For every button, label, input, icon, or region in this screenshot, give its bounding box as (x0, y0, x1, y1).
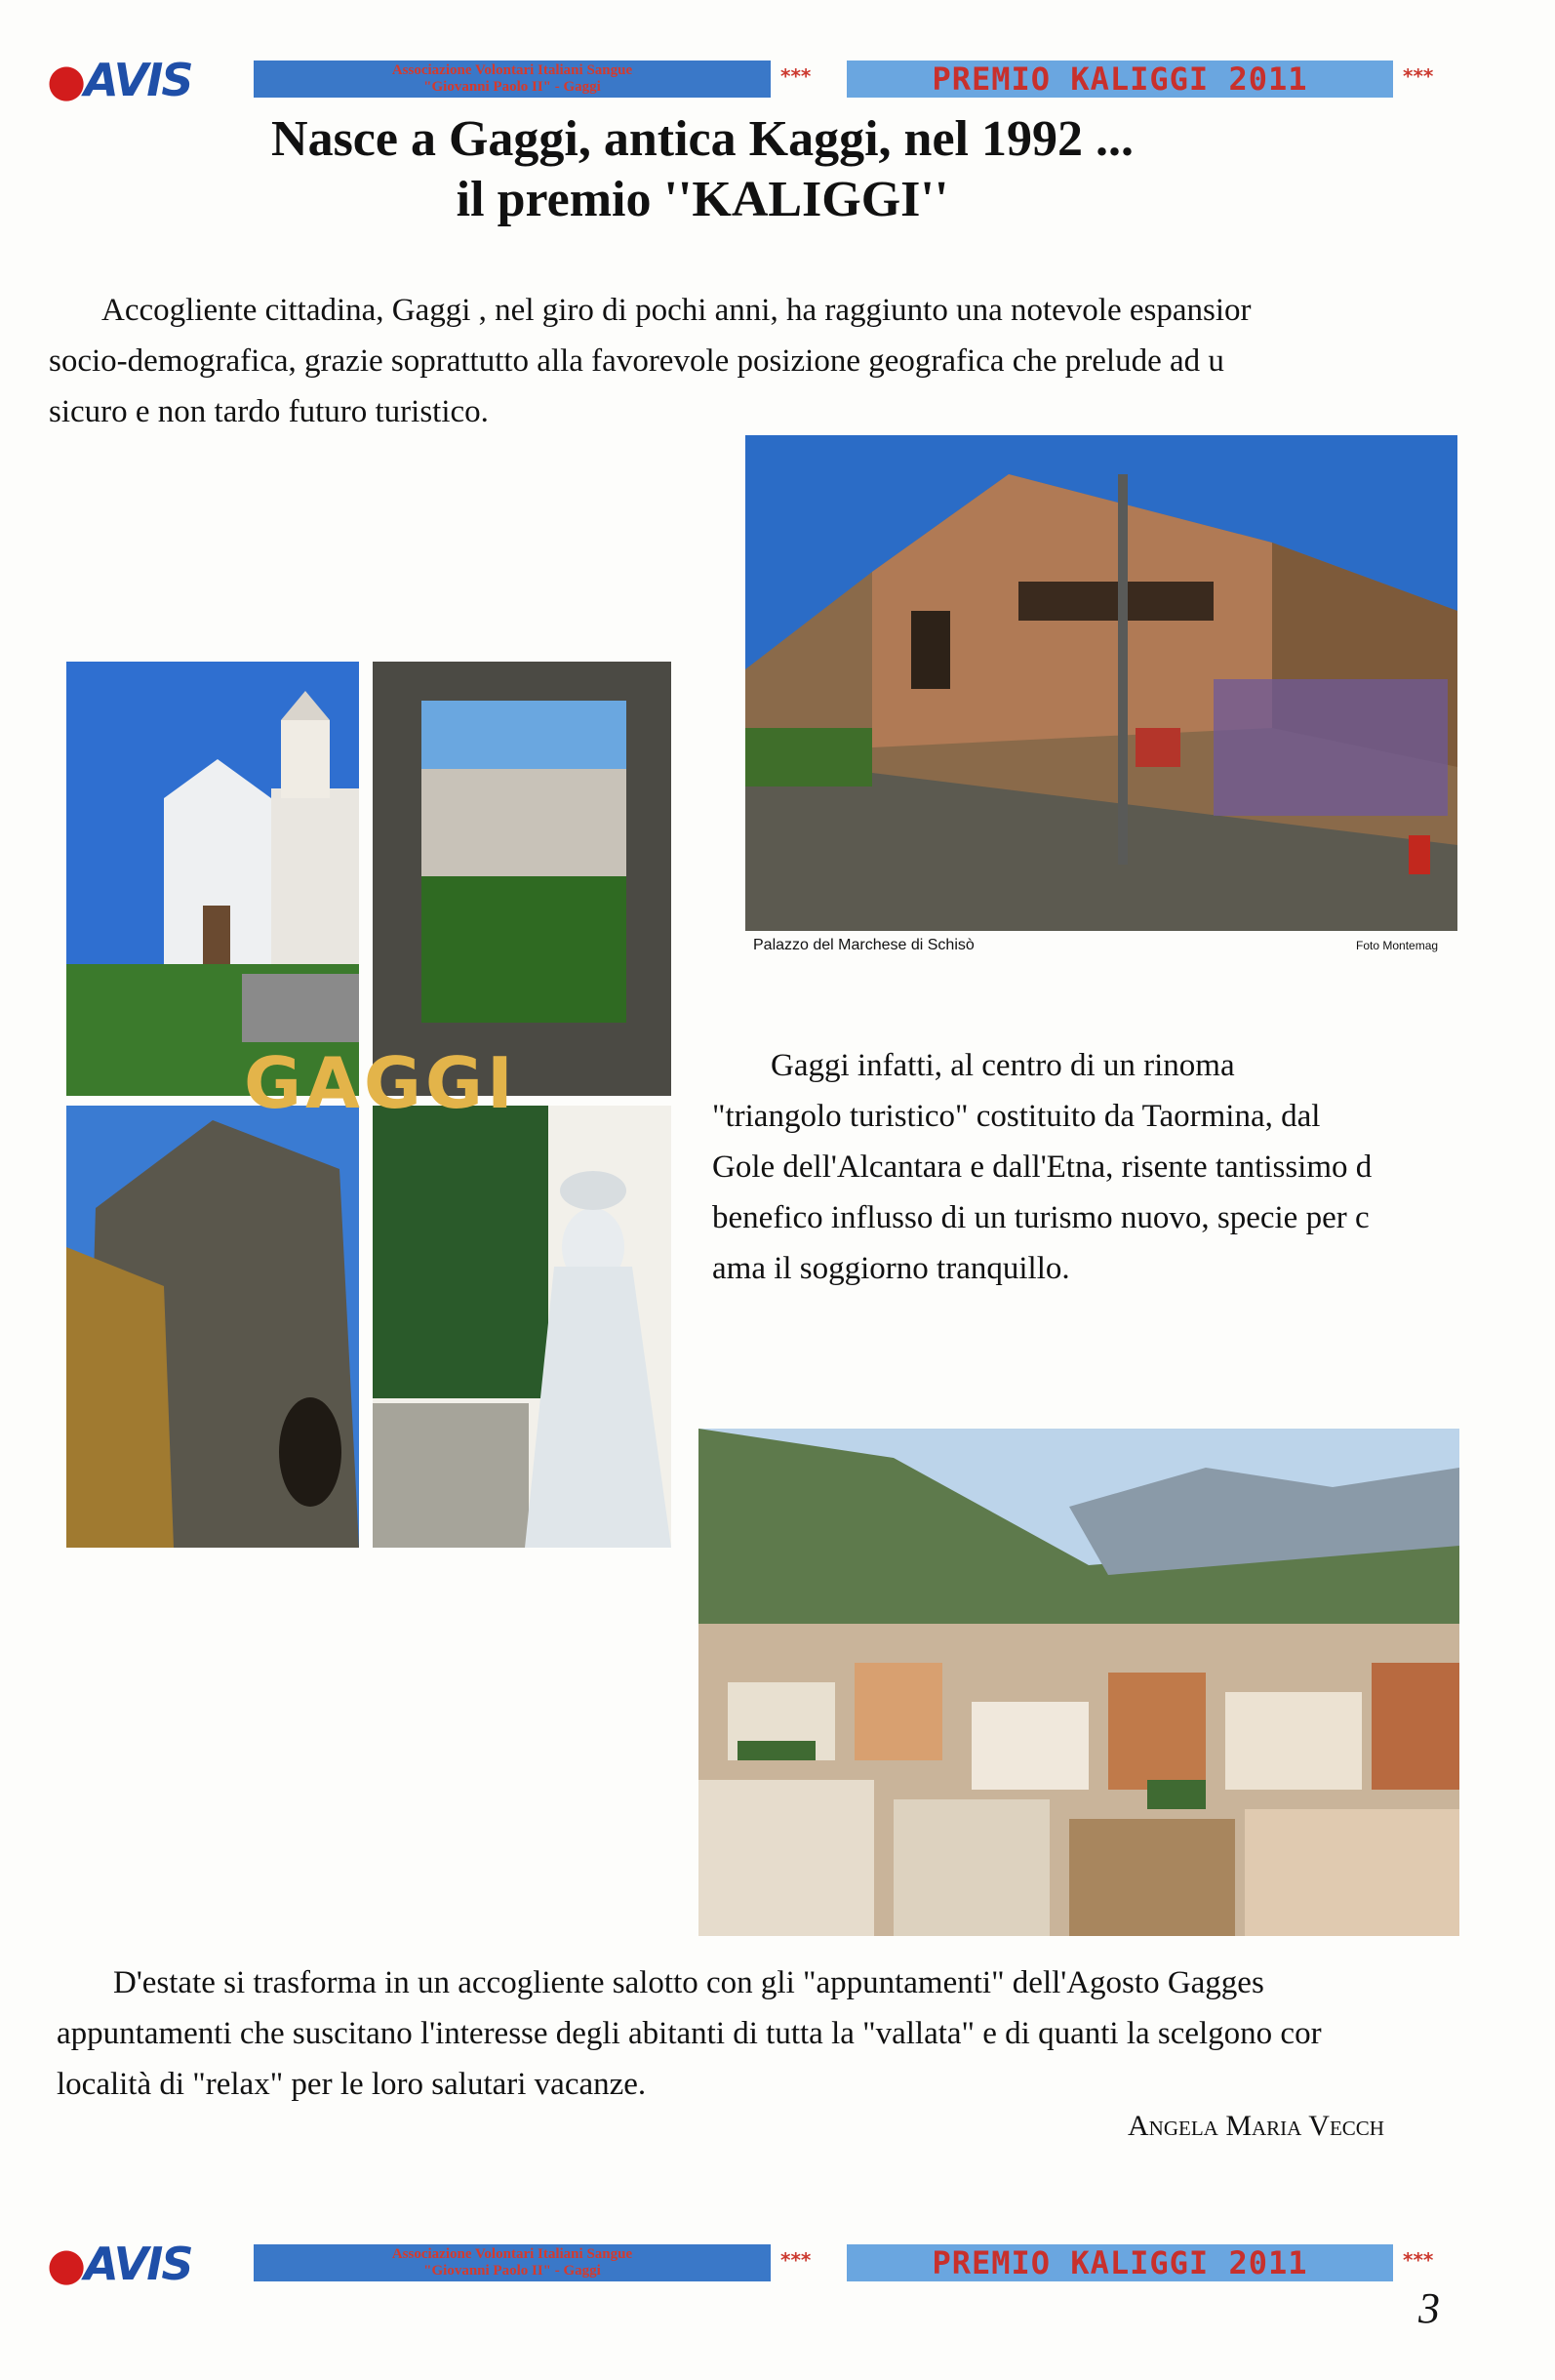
closing-line: D'estate si trasforma in un accogliente salotto con gli "appuntamenti" dell'Agosto Gagges (113, 1965, 1264, 2000)
town-illustration (698, 1429, 1459, 1936)
stars-right-footer: *** (1403, 2248, 1434, 2272)
closing-line: appuntamenti che suscitano l'interesse degli abitanti di tutta la "vallata" e di quanti la scelgono cor (57, 2016, 1322, 2051)
intro-line: Accogliente cittadina, Gaggi , nel giro di pochi anni, ha raggiunto una notevole espansior (101, 293, 1252, 328)
article-title-line2: il premio ''KALIGGI'' (456, 172, 949, 227)
intro-paragraph (49, 285, 1454, 437)
photo-credit: Foto Montemag (1356, 939, 1439, 952)
palazzo-illustration (745, 435, 1457, 931)
premio-label-footer: PREMIO KALIGGI 2011 (847, 2244, 1393, 2281)
palazzo-photo (745, 435, 1457, 931)
avis-logo: ●AVIS (47, 54, 192, 106)
middle-line: benefico influsso di un turismo nuovo, specie per c (712, 1200, 1370, 1235)
header-band (47, 54, 1452, 106)
association-name-footer: Associazione Volontari Italiani Sangue "Giovanni Paolo II" - Gaggi (254, 2244, 771, 2281)
middle-paragraph (712, 1040, 1454, 1294)
footer-band (47, 2238, 1452, 2290)
closing-paragraph (57, 1957, 1461, 2110)
intro-line: socio-demografica, grazie soprattutto alla favorevole posizione geografica che prelude ad u (49, 343, 1224, 379)
palazzo-caption: Palazzo del Marchese di Schisò (753, 937, 975, 953)
premio-label: PREMIO KALIGGI 2011 (847, 61, 1393, 98)
avis-logo-footer: ●AVIS (47, 2238, 192, 2290)
page-number: 3 (1418, 2284, 1440, 2332)
stars-left-footer: *** (780, 2248, 812, 2272)
gaggi-collage (66, 662, 671, 1548)
article-title-line1: Nasce a Gaggi, antica Kaggi, nel 1992 ... (271, 111, 1134, 167)
association-name: Associazione Volontari Italiani Sangue "Giovanni Paolo II" - Gaggi (254, 61, 771, 98)
author-signature: Angela Maria Vecch (1128, 2110, 1384, 2142)
stars-left: *** (780, 64, 812, 88)
town-panorama-photo (698, 1429, 1459, 1936)
intro-line: sicuro e non tardo futuro turistico. (49, 394, 489, 429)
middle-line: Gole dell'Alcantara e dall'Etna, risente tantissimo d (712, 1150, 1373, 1185)
stars-right: *** (1403, 64, 1434, 88)
middle-line: "triangolo turistico" costituito da Taormina, dal (712, 1099, 1321, 1134)
closing-line: località di "relax" per le loro salutari vacanze. (57, 2067, 647, 2102)
middle-line: Gaggi infatti, al centro di un rinoma (771, 1048, 1235, 1083)
collage-label: GAGGI (244, 1042, 517, 1124)
middle-line: ama il soggiorno tranquillo. (712, 1251, 1070, 1286)
